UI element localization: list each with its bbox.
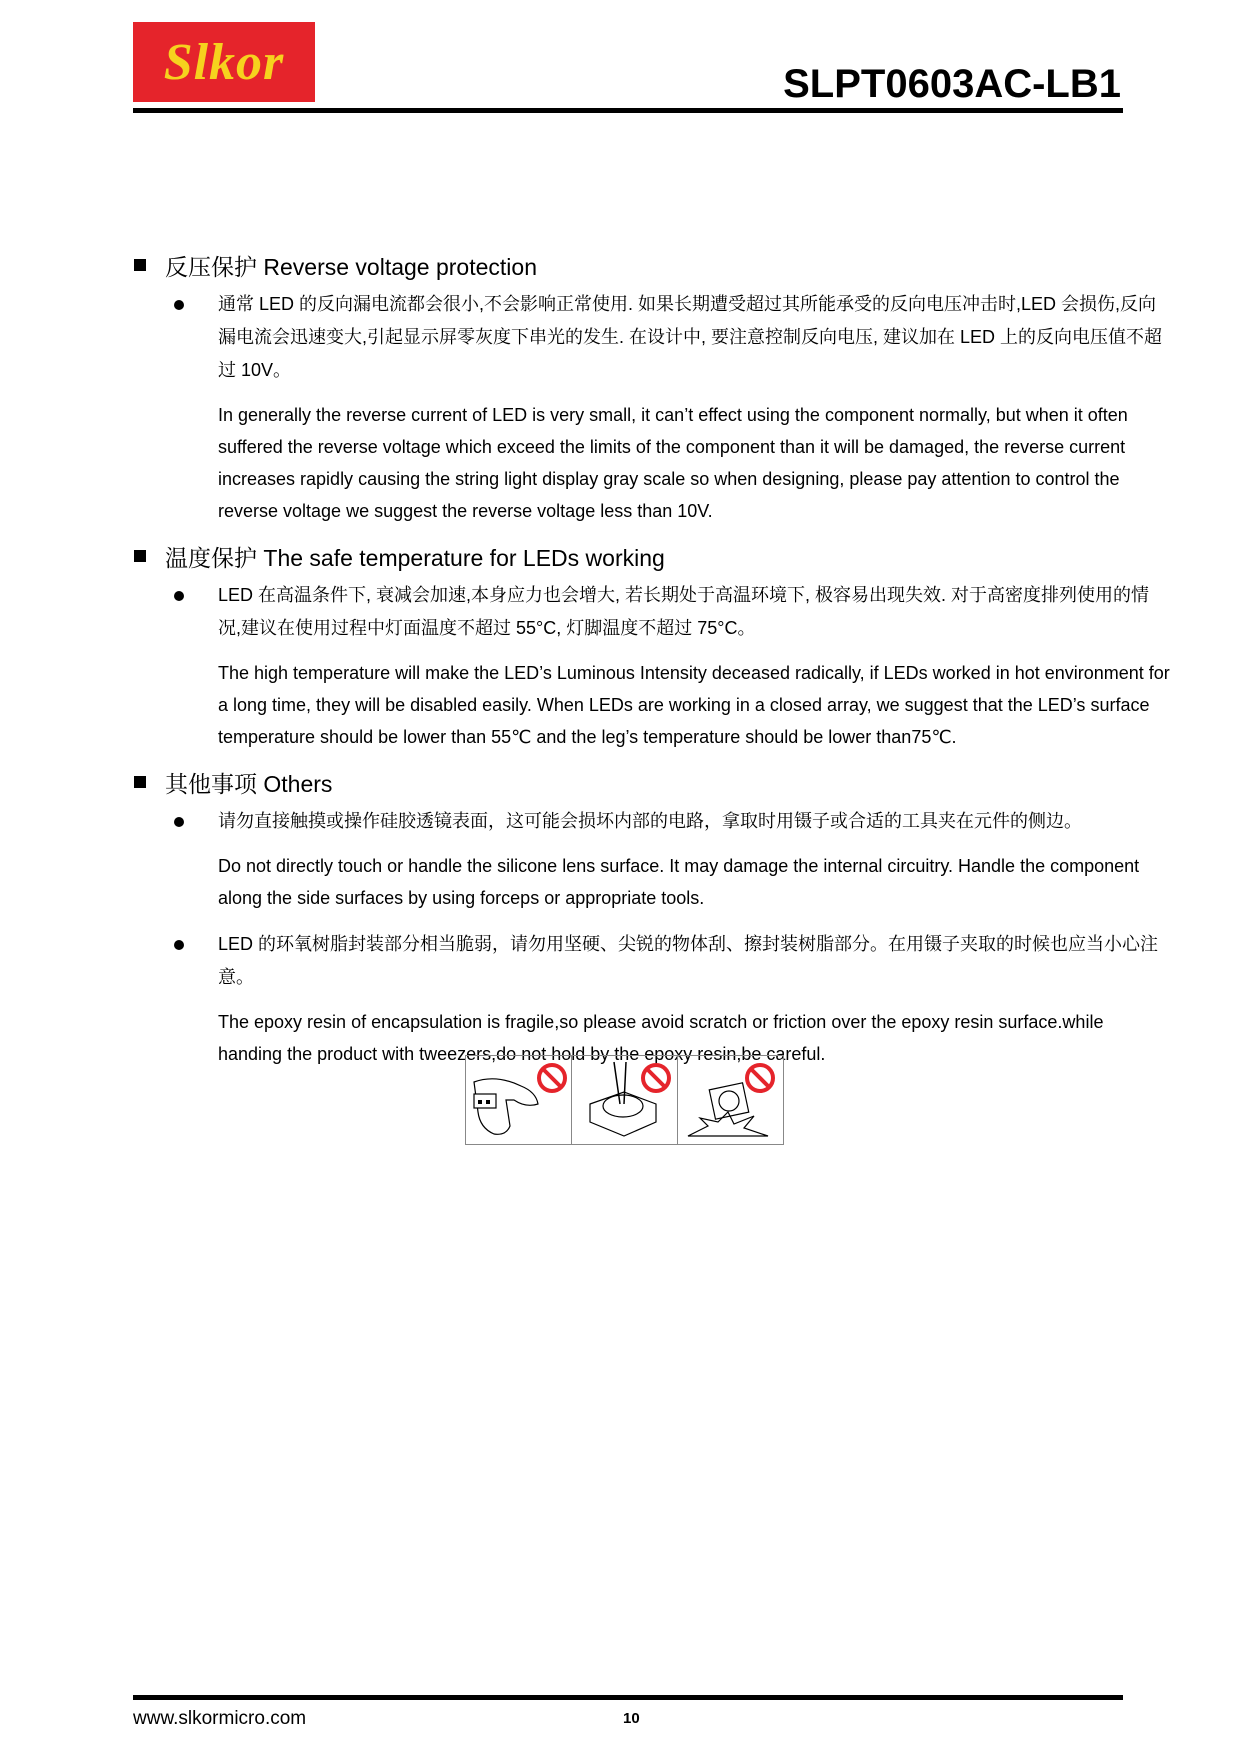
brand-logo [133, 22, 315, 102]
section-heading-text: 温度保护 The safe temperature for LEDs working [165, 544, 665, 571]
panel-do-not-touch [466, 1056, 572, 1144]
square-bullet-icon [134, 259, 146, 271]
section-heading [130, 765, 1170, 799]
section-heading-text: 其他事项 Others [165, 770, 333, 797]
main-content [130, 248, 1170, 1082]
section-heading [130, 248, 1170, 282]
item-text-english: In generally the reverse current of LED is very small, it can’t effect using the component normally, but when it often suffered the reverse voltage which exceed the limits of the component than it will be damaged, the reverse current increases rapidly causing the string light display gray scale so when designing, please pay attention to control the reverse voltage we suggest the reverse voltage less than 10V. [218, 405, 1128, 521]
panel-do-not-press [572, 1056, 678, 1144]
page-number: 10 [623, 1710, 640, 1727]
list-item [130, 288, 1170, 527]
handling-precautions-figure [465, 1055, 784, 1145]
panel-do-not-impact [678, 1056, 783, 1144]
round-bullet-icon [174, 300, 184, 310]
item-text-english: Do not directly touch or handle the silicone lens surface. It may damage the internal circuitry. Handle the component along the side surfaces by using forceps or appropriate tools. [218, 856, 1140, 908]
round-bullet-icon [174, 817, 184, 827]
square-bullet-icon [134, 550, 146, 562]
section-temperature [130, 539, 1170, 753]
website-link[interactable]: www.slkormicro.com [133, 1708, 307, 1729]
item-text-chinese: LED 的环氧树脂封装部分相当脆弱，请勿用坚硬、尖锐的物体刮、擦封装树脂部分。在用镊子夹取的时候也应当小心注意。 [218, 934, 1159, 987]
item-text-chinese: LED 在高温条件下, 衰减会加速,本身应力也会增大, 若长期处于高温环境下, 极容易出现失效. 对于高密度排列使用的情况,建议在使用过程中灯面温度不超过 55°C, 灯脚温度不超过 75°C。 [218, 585, 1150, 638]
section-heading [130, 539, 1170, 573]
square-bullet-icon [134, 776, 146, 788]
part-number-title: SLPT0603AC-LB1 [783, 62, 1121, 106]
item-text-chinese: 通常 LED 的反向漏电流都会很小,不会影响正常使用. 如果长期遭受超过其所能承受的反向电压冲击时,LED 会损伤,反向漏电流会迅速变大,引起显示屏零灰度下串光的发生. 在设计中, 要注意控制反向电压, 建议加在 LED 上的反向电压值不超过 10V。 [218, 294, 1163, 380]
header-divider [133, 108, 1123, 113]
section-reverse-voltage [130, 248, 1170, 527]
round-bullet-icon [174, 591, 184, 601]
section-others [130, 765, 1170, 1070]
impact-prohibited-icon [678, 1056, 783, 1144]
section-heading-text: 反压保护 Reverse voltage protection [165, 253, 537, 280]
item-text-english: The high temperature will make the LED’s Luminous Intensity deceased radically, if LEDs worked in hot environment for a long time, they will be disabled easily. When LEDs are working in a closed array, we suggest that the LED’s surface temperature should be lower than 55℃ and the leg’s temperature should be lower than75℃. [218, 663, 1170, 747]
tweezers-press-prohibited-icon [572, 1056, 677, 1144]
list-item [130, 805, 1170, 914]
list-item [130, 928, 1170, 1070]
item-text-english: The epoxy resin of encapsulation is fragile,so please avoid scratch or friction over the epoxy resin surface.while handing the product with tweezers,do not hold by the epoxy resin,be careful. [218, 1012, 1104, 1064]
list-item [130, 579, 1170, 753]
logo-text: Slkor [163, 33, 285, 91]
round-bullet-icon [174, 940, 184, 950]
item-text-chinese: 请勿直接触摸或操作硅胶透镜表面，这可能会损坏内部的电路，拿取时用镊子或合适的工具夹在元件的侧边。 [218, 811, 1082, 831]
footer-divider [133, 1695, 1123, 1700]
finger-touch-prohibited-icon [466, 1056, 571, 1144]
